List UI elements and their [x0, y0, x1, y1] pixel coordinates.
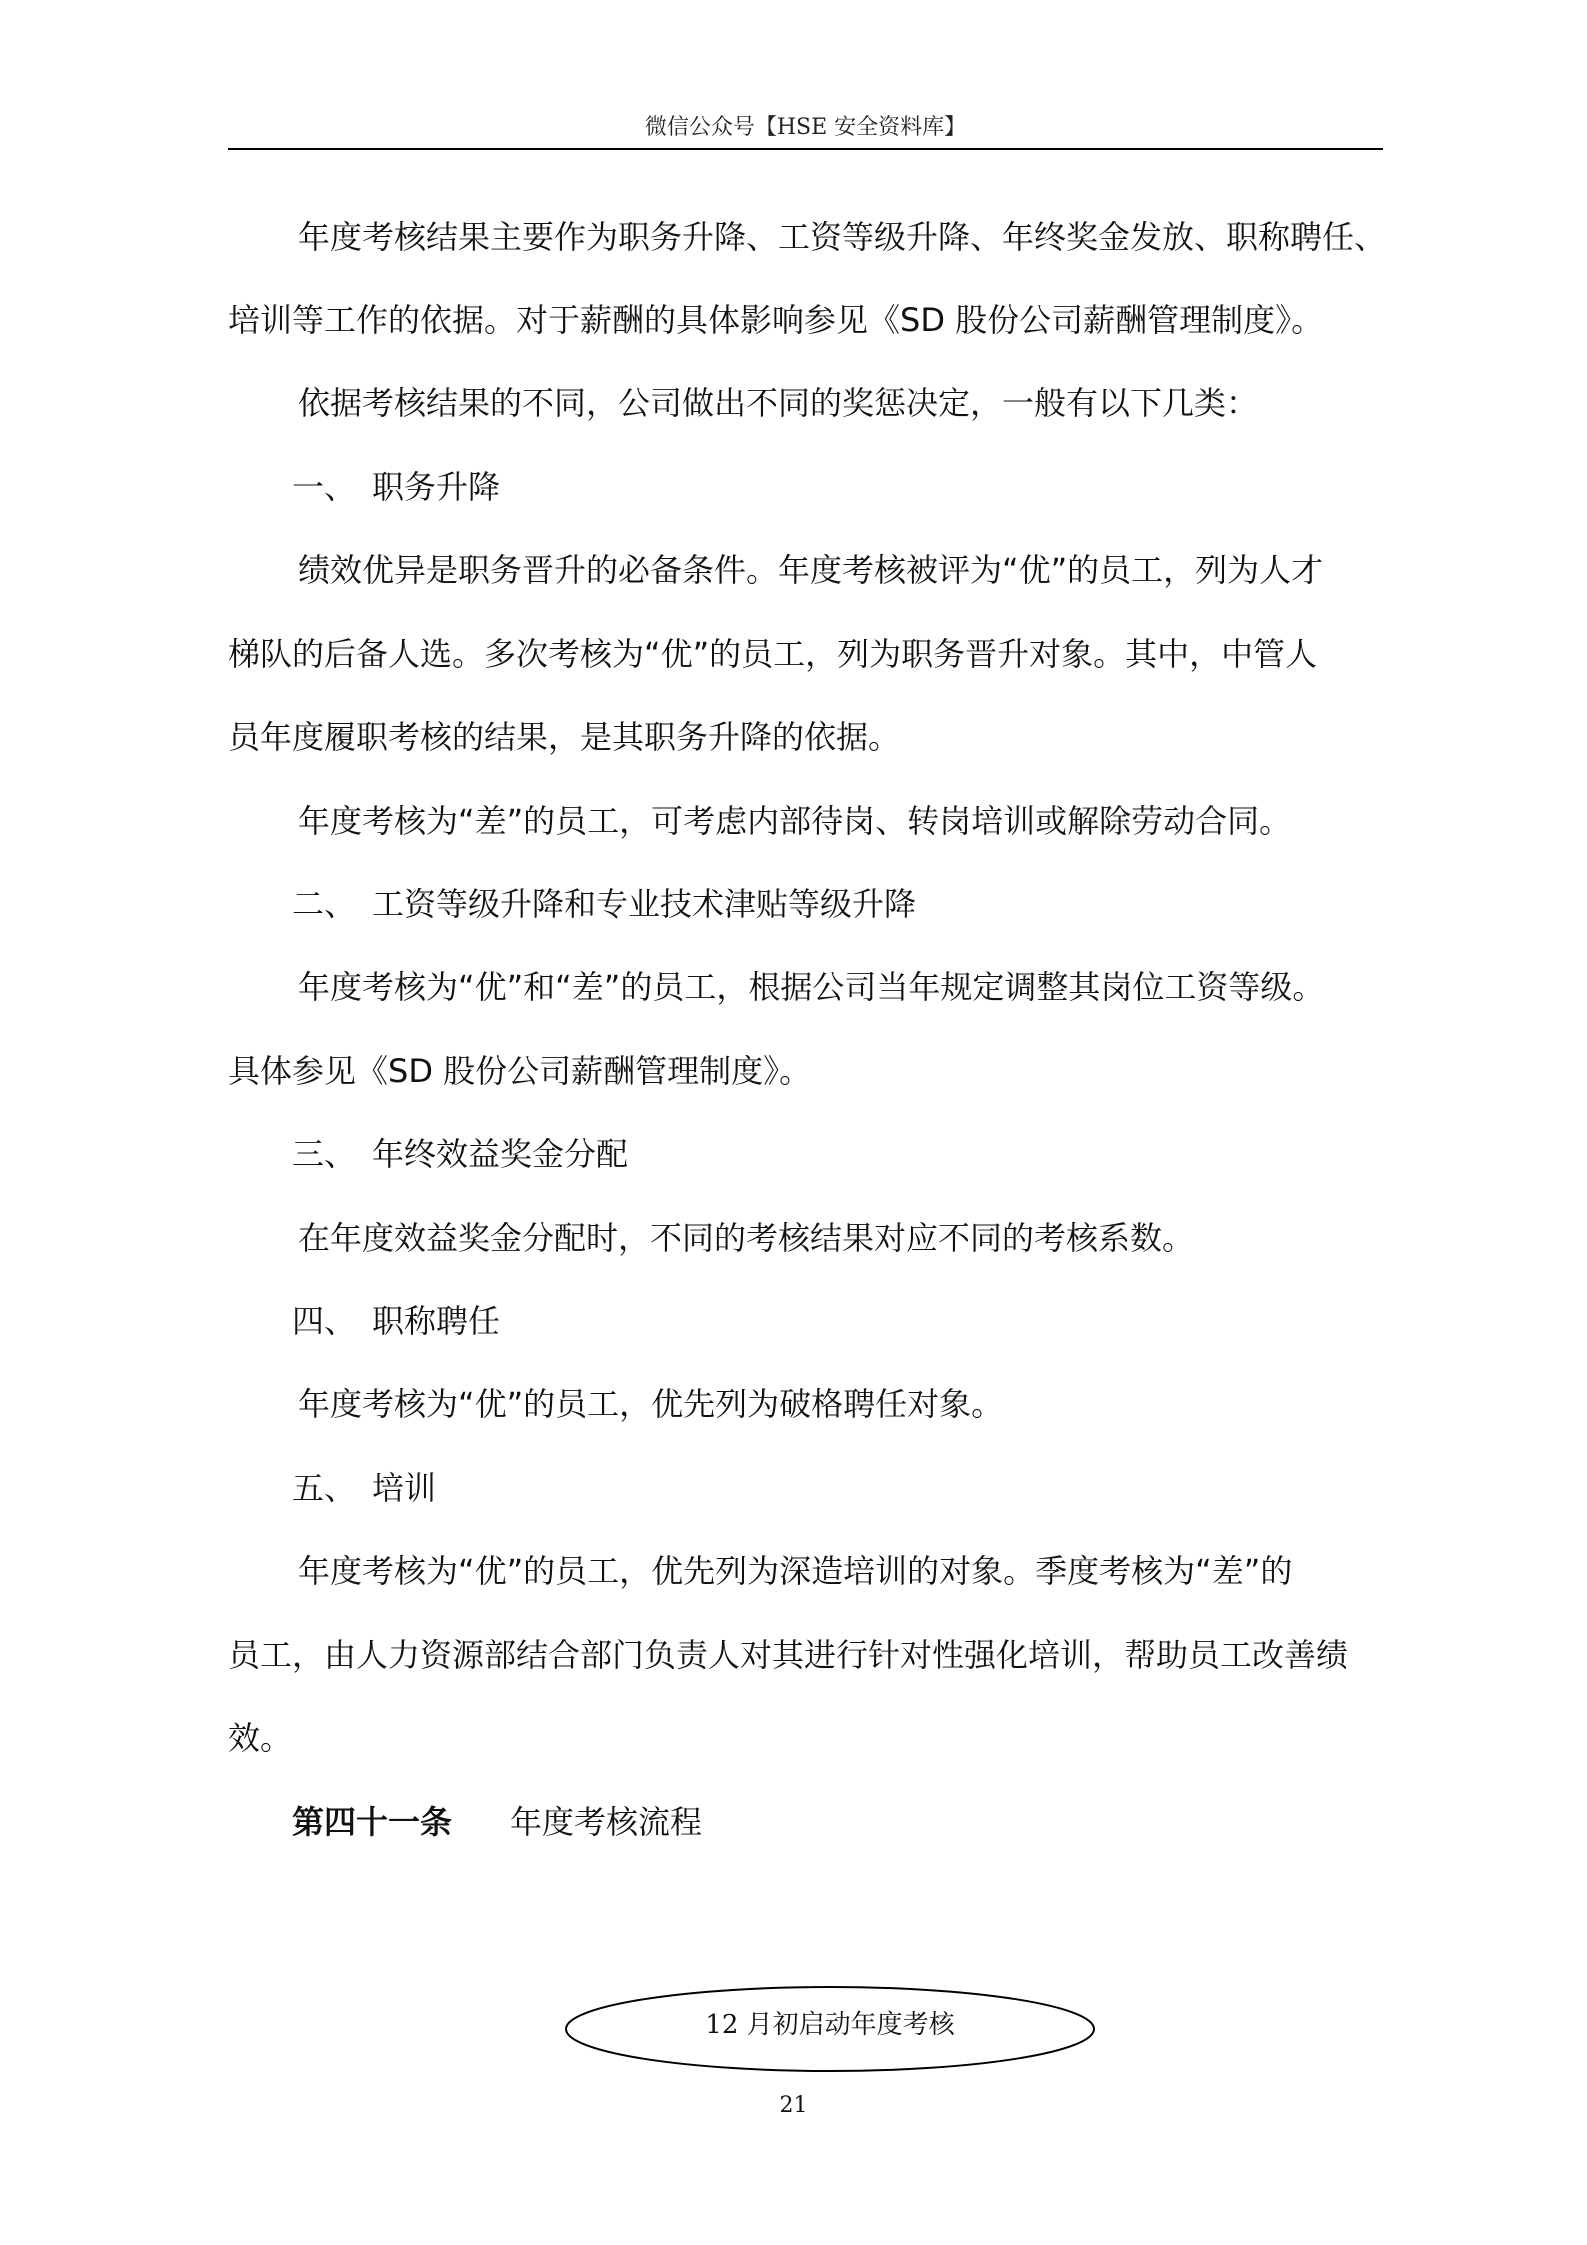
paragraph-line: 绩效优异是职务晋升的必备条件。年度考核被评为“优”的员工，列为人才 — [298, 551, 1324, 589]
paragraph-line: 年度考核为“优”和“差”的员工，根据公司当年规定调整其岗位工资等级。 — [298, 968, 1325, 1006]
article-title: 年度考核流程 — [510, 1803, 703, 1841]
section-item-2 — [292, 883, 916, 925]
section-title: 职称聘任 — [372, 1302, 501, 1340]
section-item-4 — [292, 1300, 500, 1342]
paragraph-line: 具体参见《SD 股份公司薪酬管理制度》。 — [228, 1052, 812, 1090]
paragraph-line: 年度考核为“优”的员工，优先列为深造培训的对象。季度考核为“差”的 — [298, 1552, 1293, 1590]
flowchart-node-label: 12 月初启动年度考核 — [705, 2010, 955, 2040]
section-number: 一、 — [292, 468, 357, 506]
section-number: 三、 — [292, 1135, 357, 1173]
section-number: 五、 — [292, 1469, 357, 1507]
paragraph-line: 年度考核结果主要作为职务升降、工资等级升降、年终奖金发放、职称聘任、 — [298, 218, 1387, 256]
flowchart-start-node — [564, 1983, 1096, 2079]
section-item-1 — [292, 466, 500, 508]
header-divider — [228, 148, 1383, 150]
paragraph-line: 在年度效益奖金分配时，不同的考核结果对应不同的考核系数。 — [298, 1219, 1195, 1257]
section-title: 工资等级升降和专业技术津贴等级升降 — [372, 885, 917, 923]
section-number: 四、 — [292, 1302, 357, 1340]
page-number: 21 — [779, 2093, 808, 2118]
section-item-3 — [292, 1133, 628, 1175]
paragraph-line: 培训等工作的依据。对于薪酬的具体影响参见《SD 股份公司薪酬管理制度》。 — [228, 301, 1324, 339]
page-header: 微信公众号【HSE 安全资料库】 — [644, 115, 967, 140]
paragraph-line: 效。 — [228, 1719, 293, 1757]
paragraph-line: 员年度履职考核的结果，是其职务升降的依据。 — [228, 718, 901, 756]
paragraph-line: 梯队的后备人选。多次考核为“优”的员工，列为职务晋升对象。其中，中管人 — [228, 635, 1318, 673]
section-title: 职务升降 — [372, 468, 501, 506]
paragraph-line: 年度考核为“优”的员工，优先列为破格聘任对象。 — [298, 1385, 1004, 1423]
paragraph-line: 依据考核结果的不同，公司做出不同的奖惩决定，一般有以下几类： — [298, 384, 1259, 422]
section-title: 年终效益奖金分配 — [372, 1135, 629, 1173]
section-number: 二、 — [292, 885, 357, 923]
section-item-5 — [292, 1467, 436, 1509]
section-title: 培训 — [372, 1469, 437, 1507]
paragraph-line: 员工，由人力资源部结合部门负责人对其进行针对性强化培训，帮助员工改善绩 — [228, 1636, 1349, 1674]
article-number: 第四十一条 — [292, 1803, 453, 1841]
paragraph-line: 年度考核为“差”的员工，可考虑内部待岗、转岗培训或解除劳动合同。 — [298, 802, 1292, 840]
article-heading — [292, 1801, 702, 1843]
